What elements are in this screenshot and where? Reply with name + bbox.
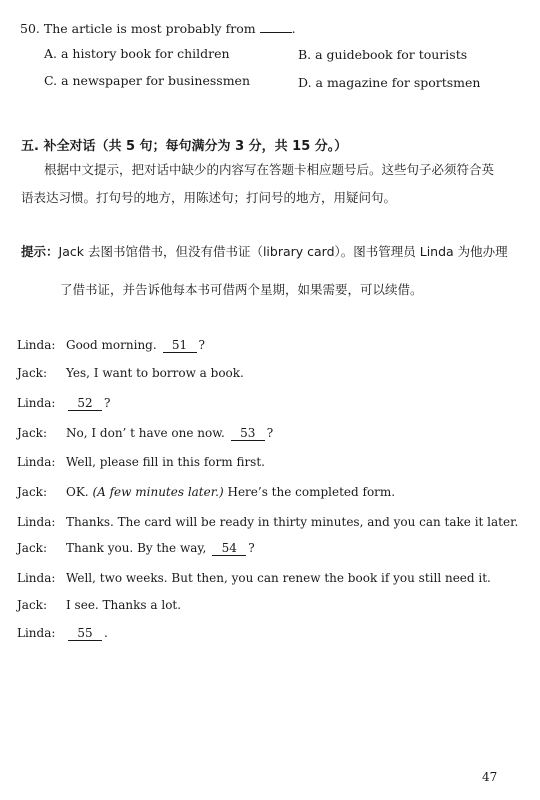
dialogue-line [66,338,205,353]
line-text: No, I don’ t have one now. [66,426,225,440]
question-50-text: 50. The article is most probably from [20,21,256,36]
blank-54: 54 [212,541,246,556]
blank-51: 51 [163,338,197,353]
hint-line-2: 了借书证，并告诉他每本书可借两个星期，如果需要，可以续借。 [60,282,423,297]
dialogue-line [66,426,273,441]
option-c: C. a newspaper for businessmen [44,73,250,88]
dialogue-line: I see. Thanks a lot. [66,598,182,612]
speaker: Jack: [17,541,47,555]
line-text: OK. [66,485,89,499]
line-text: Good morning. [66,338,157,352]
dialogue-line [66,396,110,411]
speaker: Jack: [17,485,47,499]
section-title: 五. 补全对话（共 5 句；每句满分为 3 分，共 15 分。） [21,139,348,154]
blank-52: 52 [68,396,102,411]
speaker: Linda: [17,626,56,640]
line-text: Thank you. By the way, [66,541,207,555]
blank-53: 53 [231,426,265,441]
line-punct: . [104,626,108,640]
line-punct: ? [266,426,274,440]
speaker: Linda: [17,338,56,352]
speaker: Jack: [17,426,47,440]
hint-label: 提示： [21,244,59,259]
speaker: Linda: [17,571,56,585]
speaker: Linda: [17,515,56,529]
option-b: B. a guidebook for tourists [298,47,468,62]
line-text-cont: Here’s the completed form. [227,485,396,499]
answer-blank [260,20,292,33]
instruction-line-2: 语表达习惯。打句号的地方，用陈述句；打问号的地方，用疑问句。 [21,190,397,205]
question-50-stem [20,20,296,36]
dialogue-line [66,626,108,641]
option-a: A. a history book for children [44,46,230,61]
dialogue-line: Well, two weeks. But then, you can renew the book if you still need it. [66,571,491,585]
question-50-end: . [291,21,296,36]
page-number: 47 [482,770,498,784]
option-d: D. a magazine for sportsmen [298,75,481,90]
dialogue-line: Yes, I want to borrow a book. [66,366,244,380]
instruction-line-1: 根据中文提示，把对话中缺少的内容写在答题卡相应题号后。这些句子必须符合英 [44,162,495,177]
hint-line-1 [21,242,508,260]
dialogue-line [66,485,395,499]
speaker: Jack: [17,366,47,380]
blank-55: 55 [68,626,102,641]
dialogue-line: Well, please fill in this form first. [66,455,265,469]
line-punct: ? [104,396,111,410]
speaker: Jack: [17,598,47,612]
dialogue-line: Thanks. The card will be ready in thirty minutes, and you can take it later. [66,515,519,529]
stage-direction: (A few minutes later.) [92,485,224,499]
speaker: Linda: [17,455,56,469]
dialogue-line [66,541,255,556]
hint-text-1: Jack 去图书馆借书，但没有借书证（library card）。图书管理员 Linda 为他办理 [58,244,508,259]
speaker: Linda: [17,396,56,410]
line-punct: ? [198,338,205,352]
line-punct: ? [248,541,255,555]
